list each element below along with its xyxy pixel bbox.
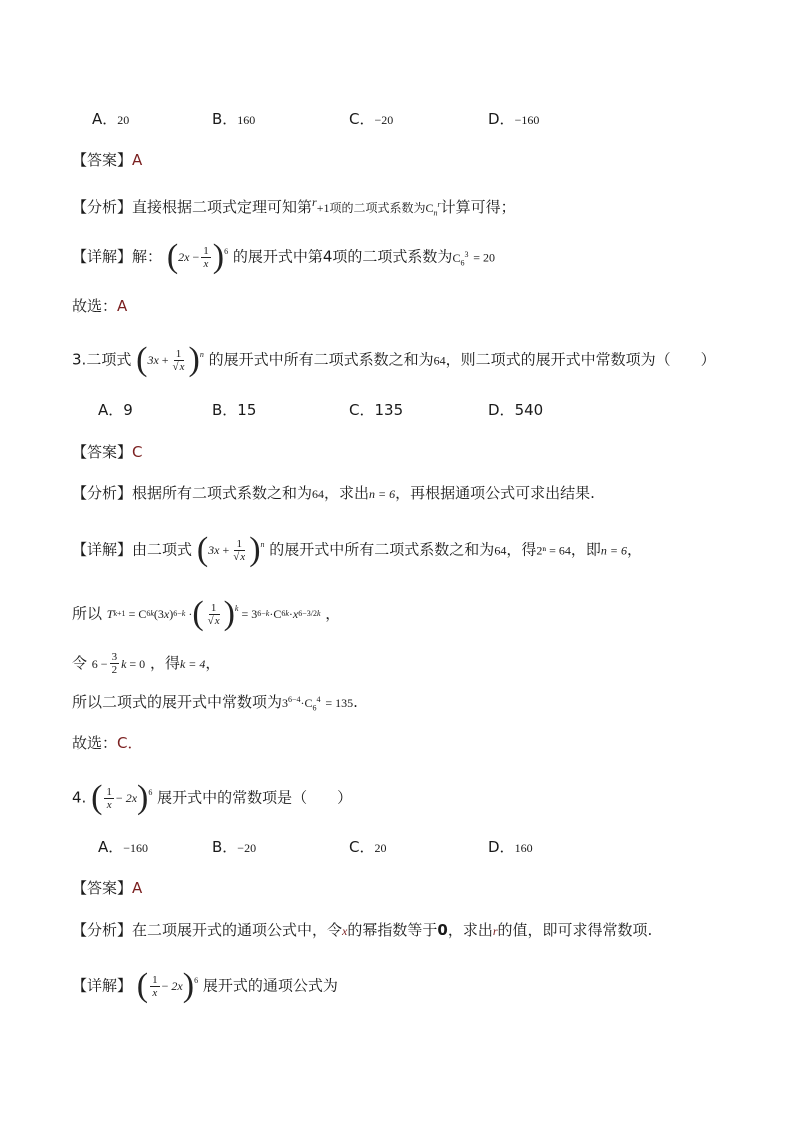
q3-analysis: 【分析】根据所有二项式系数之和为64，求出n = 6，再根据通项公式可求出结果. [72, 484, 595, 502]
binom-coef-c-n-r: $C_n^r$ [425, 200, 441, 218]
q3-const: 所以二项式的展开式中常数项为$3^{6-4}\cdot C_6^4 = 135$. [72, 693, 358, 713]
q2-option-a: A．20 [92, 110, 130, 128]
q3-detail: 【详解】由二项式 ( 3x + $\frac{1}{√x}$ ) $^n$ 的展开式中所有二项式系数之和为64，得2ⁿ = 64，即n = 6， [72, 531, 643, 568]
q2-analysis: 【分析】直接根据二项式定理可知第$^r$+1项的二项式系数为$C_n^r$计算可得； [72, 195, 516, 218]
q3-stem: 3.二项式 ( 3x + $\frac{1}{√x}$ ) $^n$ 的展开式中所有二项式系数之和为64，则二项式的展开式中常数项为（ ） [72, 341, 716, 378]
binomial-expr-1overx-2x: ( $\frac{1}{x}$ − 2x ) $^6$ [91, 779, 153, 816]
q4-detail: 【详解】 ( $\frac{1}{x}$ − 2x ) $^6$ 展开式的通项公式为 [72, 967, 338, 1004]
q3-option-d: D．540 [488, 401, 544, 419]
q3-general-term: 所以 T k+1 = C 6 k (3 x ) 6−k · ( $\frac{1}{√x}$ ) $^k$ = 3 $_{6-k}$ ·C 6 k · x 6−3/2k ， [72, 595, 341, 632]
q2-answer: 【答案】A [72, 151, 143, 169]
binomial-expr-3x-1oversqrtx: ( 3x + $\frac{1}{√x}$ ) $^n$ [136, 341, 204, 378]
q4-analysis: 【分析】在二项展开式的通项公式中，令x的幂指数等于0，求出r的值，即可求得常数项. [72, 921, 653, 939]
q2-choose: 故选：A [72, 297, 128, 315]
q4-option-d: D．160 [488, 838, 533, 856]
q3-answer: 【答案】C [72, 443, 143, 461]
q3-option-a: A．9 [98, 401, 133, 419]
q2-option-d: D．−160 [488, 110, 540, 128]
q2-option-b: B．160 [212, 110, 256, 128]
binomial-expr-2x-1overx: ( 2x − $\frac{1}{x}$ ) $^6$ [166, 238, 229, 275]
q4-stem: 4. ( $\frac{1}{x}$ − 2x ) $^6$ 展开式中的常数项是（ ） [72, 779, 353, 816]
general-term-formula: T k+1 = C 6 k (3 x ) 6−k · ( $\frac{1}{√x}$ ) $^k$ = 3 $_{6-k}$ ·C 6 k · x 6−3/2k [106, 595, 321, 632]
q2-detail: 【详解】解： ( 2x − $\frac{1}{x}$ ) $^6$ 的展开式中第4项的二项式系数为$C_6^3 = 20$ [72, 238, 496, 275]
q4-option-b: B．−20 [212, 838, 257, 856]
q4-option-a: A．−160 [98, 838, 149, 856]
q3-option-b: B．15 [212, 401, 257, 419]
q2-option-c: C．−20 [349, 110, 394, 128]
binomial-expr-3x-1oversqrtx: ( 3x + $\frac{1}{√x}$ ) $^n$ [196, 531, 265, 568]
exponent-equation: 6 − $\frac{3}{2}$ k = 0 [91, 651, 146, 676]
q3-let: 令 6 − $\frac{3}{2}$ k = 0 ，得k = 4， [72, 651, 221, 676]
q3-choose: 故选：C． [72, 734, 143, 752]
q4-option-c: C．20 [349, 838, 387, 856]
binomial-expr-1overx-2x: ( $\frac{1}{x}$ − 2x ) $^6$ [136, 967, 199, 1004]
q4-answer: 【答案】A [72, 879, 143, 897]
q3-option-c: C．135 [349, 401, 404, 419]
